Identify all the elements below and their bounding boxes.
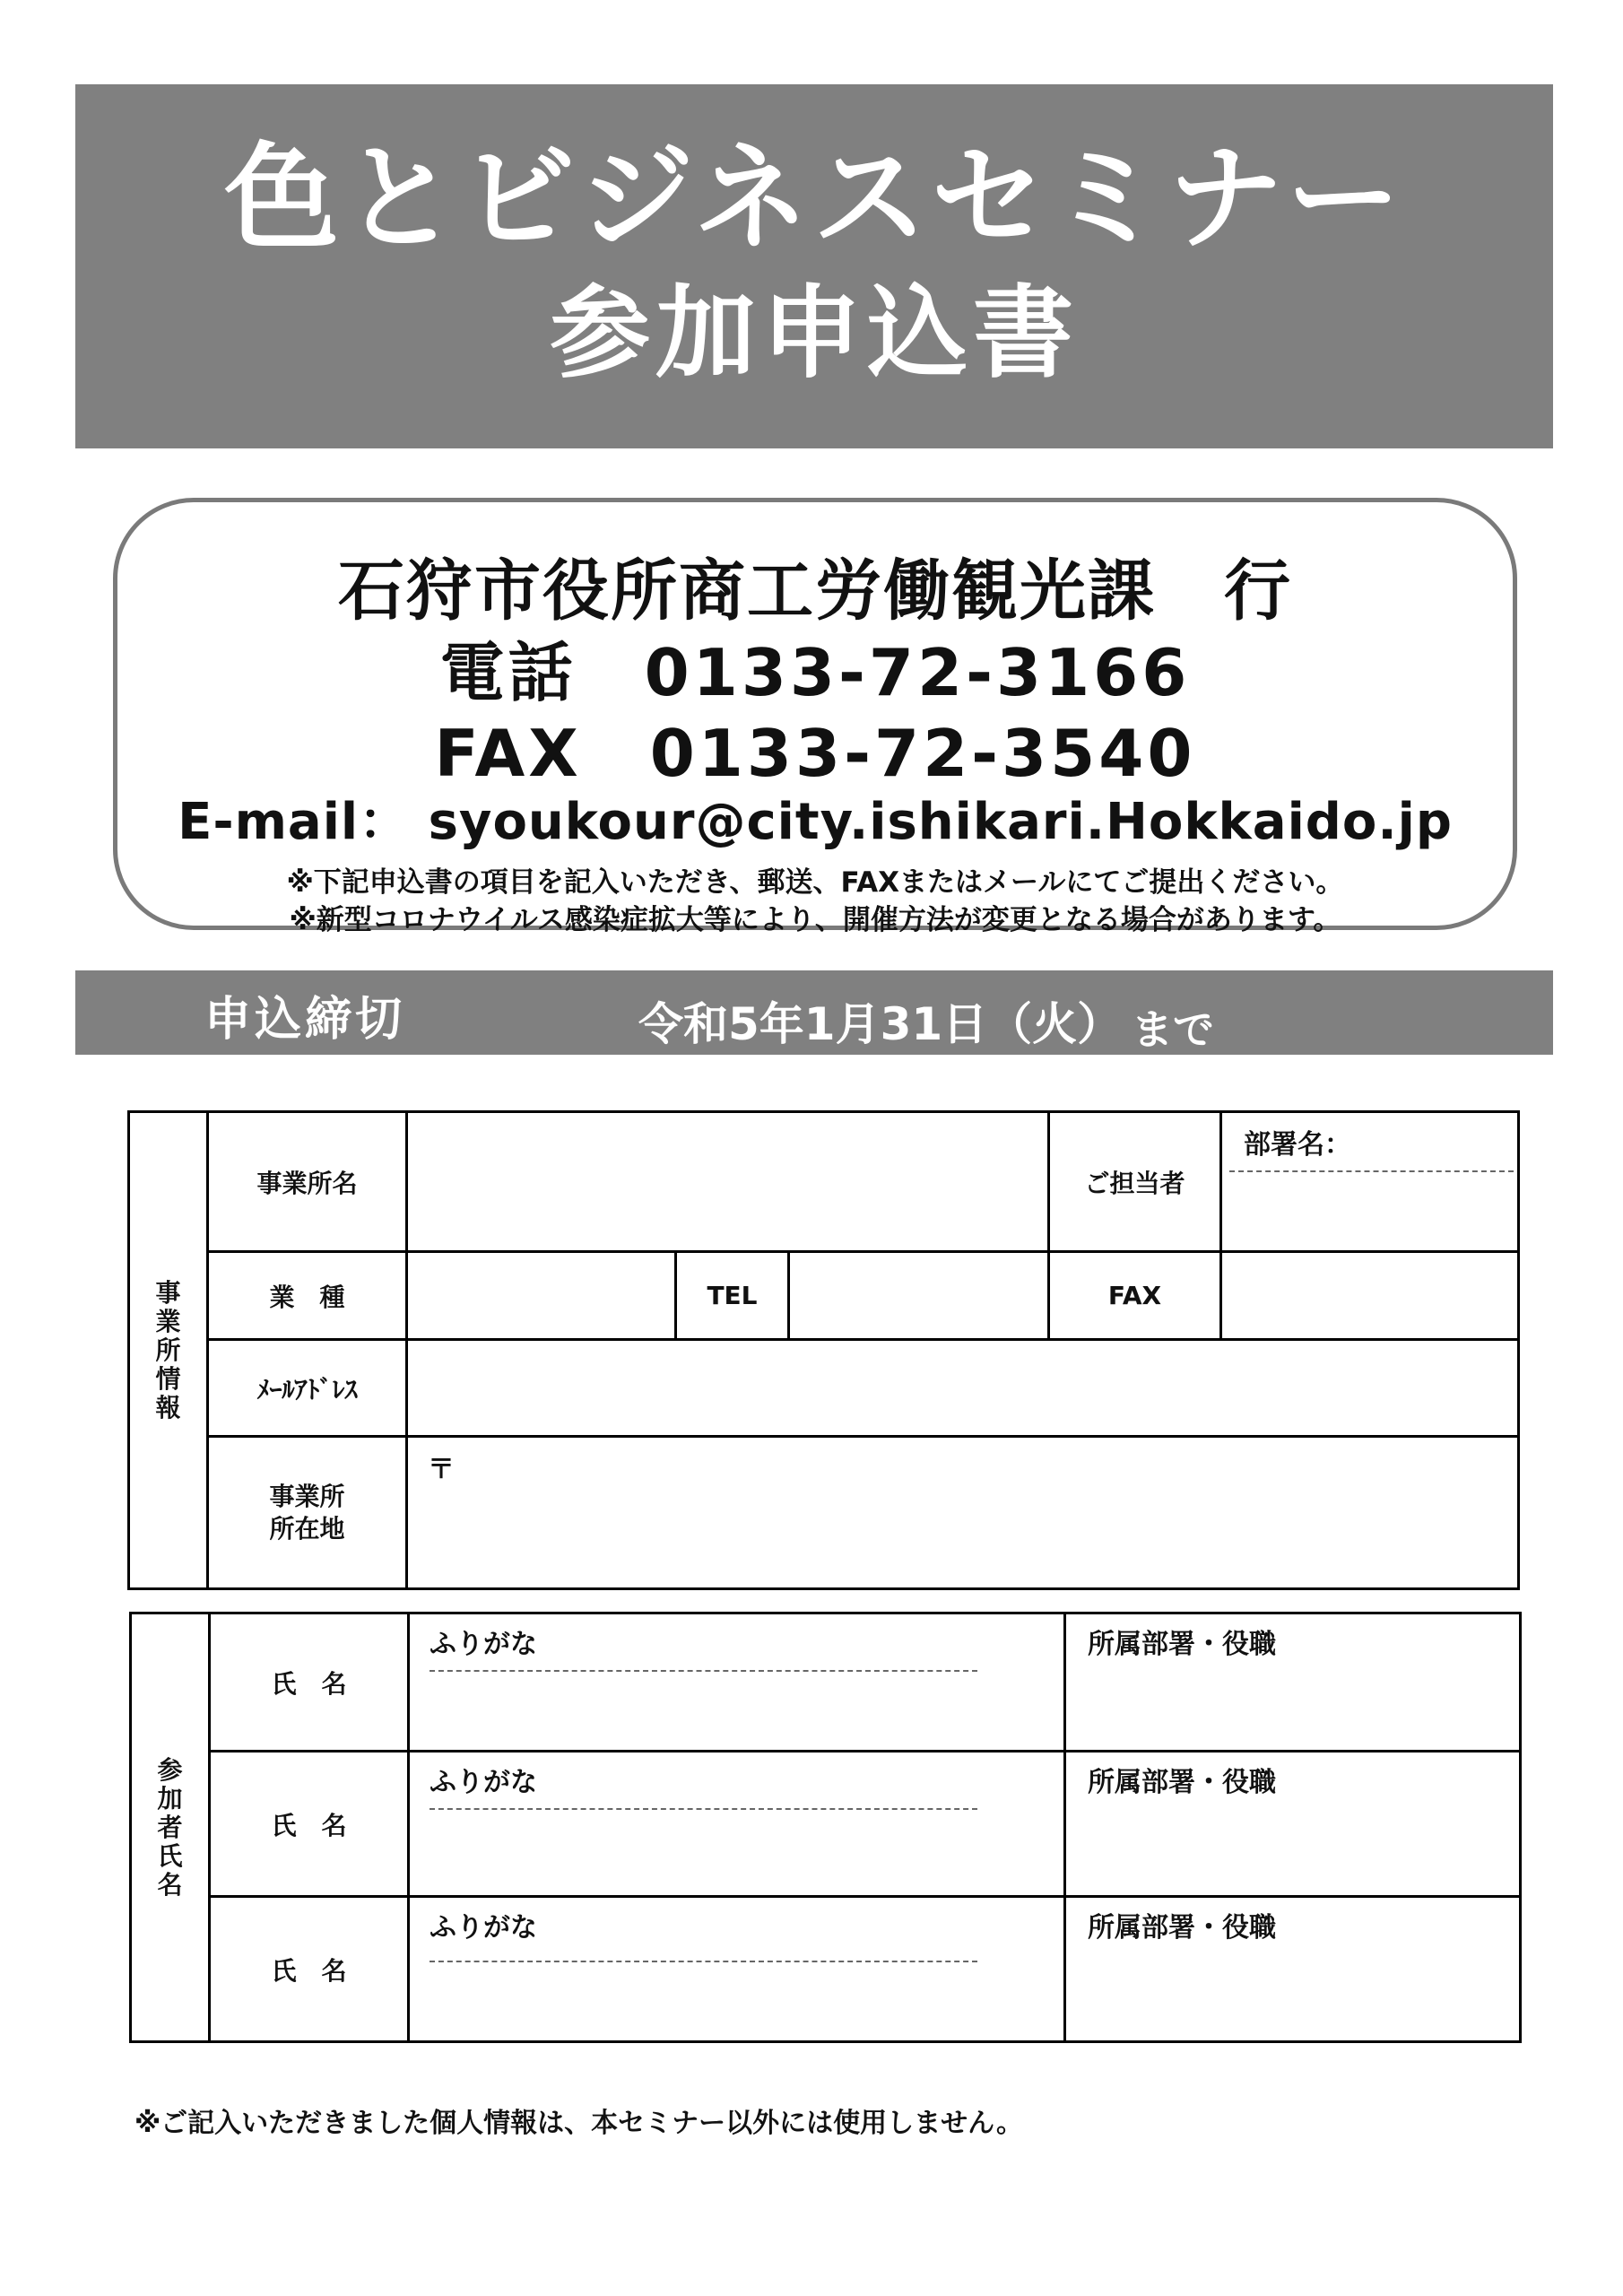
contact-person-label: ご担当者	[1049, 1112, 1221, 1252]
department-dash-line	[1229, 1170, 1514, 1172]
title-line2: 参加申込書	[550, 275, 1079, 392]
business-section-label: 事 業 所 情 報	[129, 1112, 208, 1589]
mail-address-field[interactable]	[407, 1340, 1519, 1437]
participant-section-label: 参 加 者 氏 名	[131, 1613, 210, 2042]
participant-2-position-field[interactable]	[1065, 1752, 1521, 1897]
contact-box	[113, 498, 1517, 936]
phone-number: 電話 0133-72-3166	[439, 635, 1191, 710]
participant-table	[129, 1612, 1522, 2043]
participant-1-position-label: 所属部署・役職	[1088, 1629, 1276, 1660]
participant-2-name-label: 氏 名	[210, 1752, 409, 1897]
deadline-suffix: まで	[1132, 1005, 1214, 1054]
tel-field[interactable]	[789, 1252, 1049, 1340]
title-banner	[75, 84, 1553, 448]
industry-field[interactable]	[407, 1252, 676, 1340]
office-name-field[interactable]	[407, 1112, 1049, 1252]
postal-mark: 〒	[428, 1454, 455, 1485]
industry-label: 業 種	[208, 1252, 407, 1340]
participant-1-dash-line	[430, 1670, 977, 1672]
title-line1: 色とビジネスセミナー	[223, 132, 1405, 265]
participant-3-position-label: 所属部署・役職	[1088, 1912, 1276, 1944]
participant-3-dash-line	[430, 1961, 977, 1962]
participant-1-position-field[interactable]	[1065, 1613, 1521, 1752]
fax-label: FAX	[1049, 1252, 1221, 1340]
tel-label: TEL	[676, 1252, 789, 1340]
deadline-label: 申込締切	[204, 993, 406, 1047]
destination: 石狩市役所商工労働観光課 行	[338, 552, 1292, 630]
location-field[interactable]	[407, 1437, 1519, 1589]
participant-3-position-field[interactable]	[1065, 1897, 1521, 2042]
participant-3-name-field[interactable]	[409, 1897, 1065, 2042]
department-label: 部署名：	[1244, 1129, 1351, 1161]
deadline-date: 令和5年1月31日（火）	[638, 988, 1123, 1058]
mail-address-label: ﾒｰﾙｱﾄﾞﾚｽ	[208, 1340, 407, 1437]
participant-3-name-label: 氏 名	[210, 1897, 409, 2042]
participant-2-name-field[interactable]	[409, 1752, 1065, 1897]
participant-1-furigana-label: ふりがな	[430, 1629, 537, 1660]
location-label: 事業所 所在地	[208, 1437, 407, 1589]
department-field[interactable]	[1221, 1112, 1519, 1252]
participant-1-name-label: 氏 名	[210, 1613, 409, 1752]
participant-2-position-label: 所属部署・役職	[1088, 1767, 1276, 1798]
email-address: E-mail： syoukour@city.ishikari.Hokkaido.jp	[178, 793, 1453, 851]
business-info-table	[127, 1110, 1520, 1590]
participant-3-furigana-label: ふりがな	[430, 1912, 537, 1944]
deadline-bar	[75, 970, 1553, 1055]
participant-2-furigana-label: ふりがな	[430, 1767, 537, 1798]
fax-field[interactable]	[1221, 1252, 1519, 1340]
participant-1-name-field[interactable]	[409, 1613, 1065, 1752]
fax-number: FAX 0133-72-3540	[434, 716, 1196, 791]
office-name-label: 事業所名	[208, 1112, 407, 1252]
submission-note: ※下記申込書の項目を記入いただき、郵送、FAXまたはメールにてご提出ください。	[286, 866, 1344, 899]
privacy-note: ※ご記入いただきました個人情報は、本セミナー以外には使用しません。	[135, 2108, 1023, 2139]
covid-note: ※新型コロナウイルス感染症拡大等により、開催方法が変更となる場合があります。	[289, 904, 1341, 936]
participant-2-dash-line	[430, 1808, 977, 1810]
